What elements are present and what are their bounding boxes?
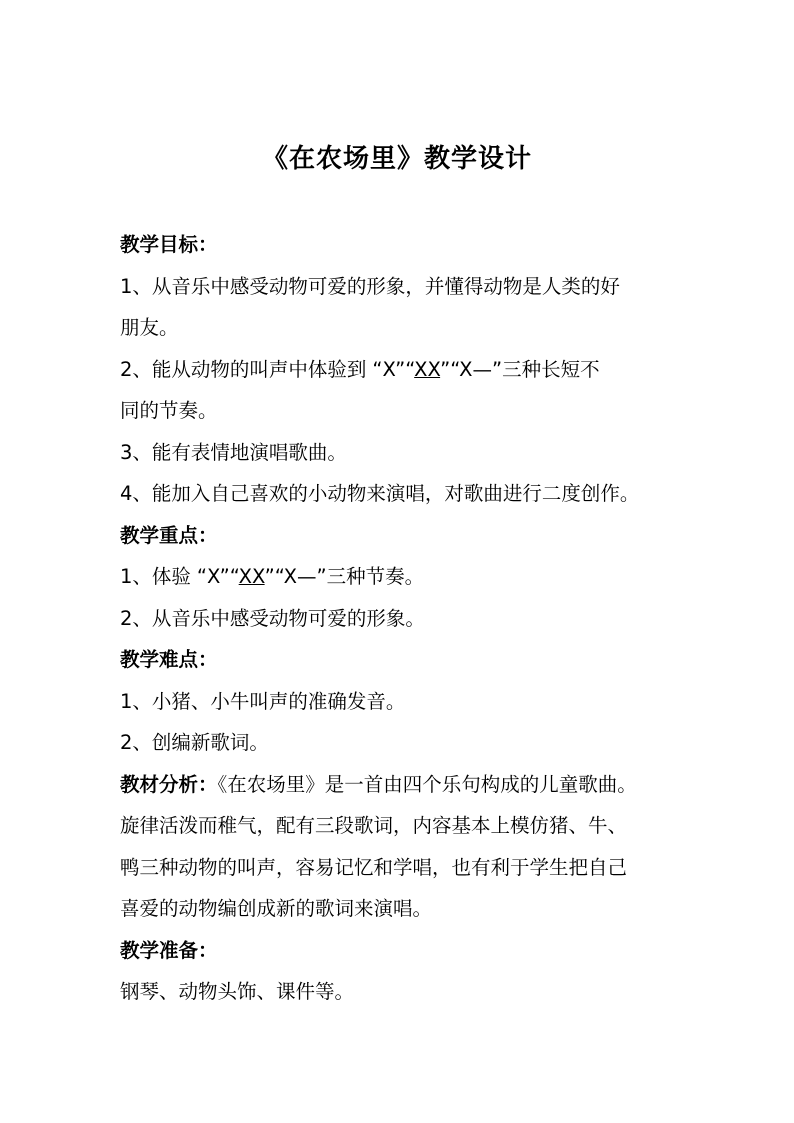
goal-2-line-1 — [120, 349, 680, 391]
analysis-line-4: 喜爱的动物编创成新的歌词来演唱。 — [120, 897, 433, 920]
analysis-line-3: 鸭三种动物的叫声，容易记忆和学唱，也有利于学生把自己 — [120, 855, 628, 879]
rhythm-xx-close-quote: ” — [264, 565, 275, 588]
goals-heading: 教学目标： — [120, 233, 218, 256]
rhythm-xx-open-quote: “ — [229, 565, 239, 588]
document-title: 《在农场里》教学设计 — [261, 144, 532, 174]
rhythm-x-long: “X—” — [274, 565, 327, 588]
goal-1-line-2: 朋友。 — [120, 316, 179, 339]
analysis-line-1 — [120, 764, 680, 806]
difficulty-1: 1、小猪、小牛叫声的准确发音。 — [120, 689, 406, 713]
preparation-heading: 教学准备： — [120, 938, 218, 962]
rhythm-xx: XX — [238, 565, 265, 588]
goal-1-line-1: 1、从音乐中感受动物可爱的形象，并懂得动物是人类的好 — [120, 274, 620, 298]
goal-2-text: 2、能从动物的叫声中体验到 — [120, 357, 367, 381]
rhythm-x-long: “X—” — [450, 357, 503, 381]
preparation-item: 钢琴、动物头饰、课件等。 — [120, 980, 355, 1003]
goal-3: 3、能有表情地演唱歌曲。 — [120, 440, 347, 464]
analysis-heading: 教材分析： — [120, 772, 218, 796]
document-body — [120, 224, 680, 1013]
analysis-line-2: 旋律活泼而稚气，配有三段歌词，内容基本上模仿猪、牛、 — [120, 814, 628, 837]
rhythm-x: “X” — [372, 357, 406, 381]
rhythm-xx-open-quote: “ — [405, 357, 415, 381]
analysis-text-1: 《在农场里》是一首由四个乐句构成的儿童歌曲。 — [217, 772, 637, 796]
key-point-1-text: 1、体验 — [120, 565, 191, 588]
key-point-1 — [120, 556, 680, 598]
difficulty-2: 2、创编新歌词。 — [120, 731, 269, 754]
rhythm-xx: XX — [414, 357, 441, 381]
goal-4: 4、能加入自己喜欢的小动物来演唱，对歌曲进行二度创作。 — [120, 482, 640, 505]
rhythm-xx-close-quote: ” — [440, 357, 451, 381]
key-point-1-text-end: 三种节奏。 — [326, 565, 425, 588]
difficulties-heading: 教学难点： — [120, 648, 218, 671]
key-point-2: 2、从音乐中感受动物可爱的形象。 — [120, 606, 425, 630]
goal-2-text-end: 三种长短不 — [502, 357, 600, 381]
rhythm-x: “X” — [196, 565, 230, 588]
goal-2-line-2: 同的节奏。 — [120, 399, 218, 422]
key-points-heading: 教学重点： — [120, 523, 218, 547]
